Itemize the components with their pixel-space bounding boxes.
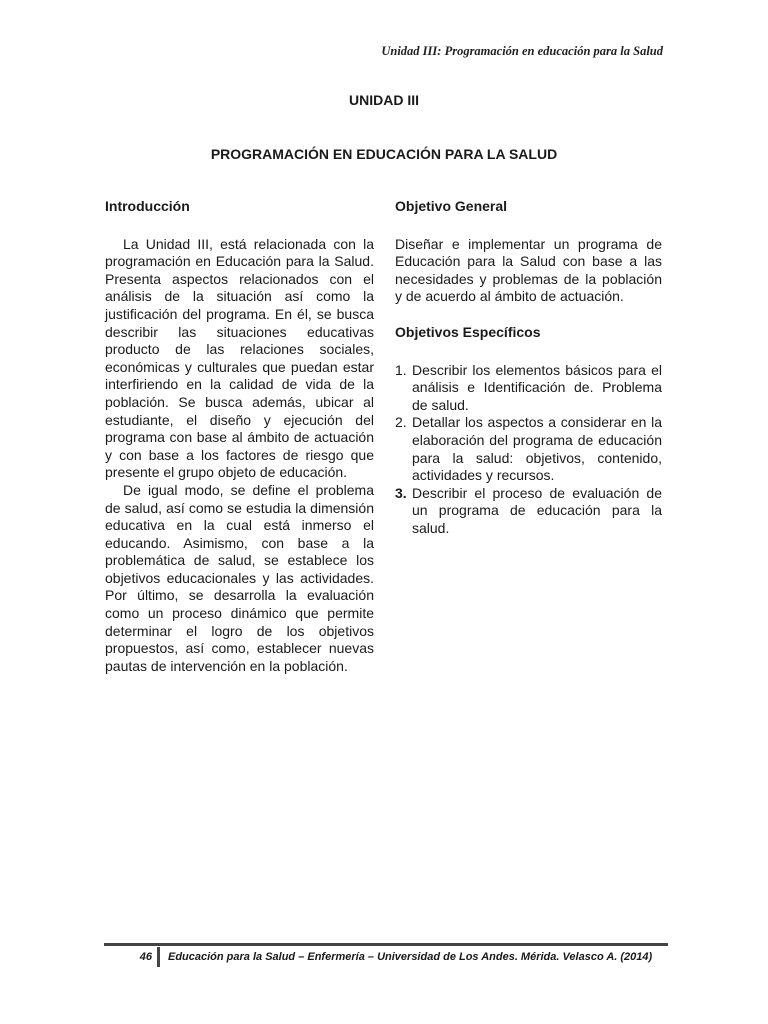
general-objective-heading: Objetivo General bbox=[395, 198, 508, 214]
list-item-number: 2. bbox=[395, 414, 407, 431]
list-item bbox=[395, 485, 662, 538]
list-item-text: Describir los elementos básicos para el análisis e Identificación de. Problema de salud. bbox=[412, 361, 662, 413]
list-item-text: Detallar los aspectos a considerar en la elaboración del programa de educación para la salud: objetivos, contenido, actividades y recursos. bbox=[412, 414, 662, 484]
running-head: Unidad III: Programación en educación para la Salud bbox=[381, 44, 663, 58]
page-number: 46 bbox=[139, 951, 152, 963]
introduction-paragraph-2: De igual modo, se define el problema de salud, así como se estudia la dimensión educativa en la cual está inmerso el educando. Asimismo, con base a la problemática de salud, se establece los objetivos educacionales y las actividades. Por último, se desarrolla la evaluación como un proceso dinámico que permite determinar el logro de los objetivos propuestos, así como, establecer nuevas pautas de intervención en la población. bbox=[105, 481, 374, 674]
list-item bbox=[395, 414, 662, 484]
introduction-heading: Introducción bbox=[105, 198, 190, 214]
specific-objectives-list bbox=[395, 362, 662, 538]
page-footer bbox=[104, 946, 668, 968]
introduction-paragraph-1: La Unidad III, está relacionada con la programación en Educación para la Salud. Presenta aspectos relacionados con el análisis de la situación así como la justificación del programa. En él, se busca describir las situaciones educativas producto de las relaciones sociales, económicas y culturales que puedan estar interfiriendo en la calidad de vida de la población. Se busca además, ubicar al estudiante, el diseño y ejecución del programa con base al ámbito de actuación y con base a los factores de riesgo que presente el grupo objeto de educación. bbox=[105, 235, 374, 481]
list-item-number: 1. bbox=[395, 361, 407, 378]
list-item-number: 3. bbox=[395, 484, 407, 501]
footer-vertical-divider bbox=[157, 947, 160, 967]
footer-citation: Educación para la Salud – Enfermería – Universidad de Los Andes. Mérida. Velasco A. (2014) bbox=[168, 951, 653, 963]
introduction-column bbox=[105, 198, 374, 675]
objectives-column bbox=[395, 198, 662, 538]
specific-objectives-heading: Objetivos Específicos bbox=[395, 323, 541, 340]
page-title: PROGRAMACIÓN EN EDUCACIÓN PARA LA SALUD bbox=[210, 146, 558, 162]
general-objective-text: Diseñar e implementar un programa de Educación para la Salud con base a las necesidades y problemas de la población y de acuerdo al ámbito de actuación. bbox=[395, 235, 662, 305]
unit-title: UNIDAD III bbox=[349, 92, 419, 108]
list-item-text: Describir el proceso de evaluación de un programa de educación para la salud. bbox=[412, 484, 662, 536]
list-item bbox=[395, 362, 662, 415]
